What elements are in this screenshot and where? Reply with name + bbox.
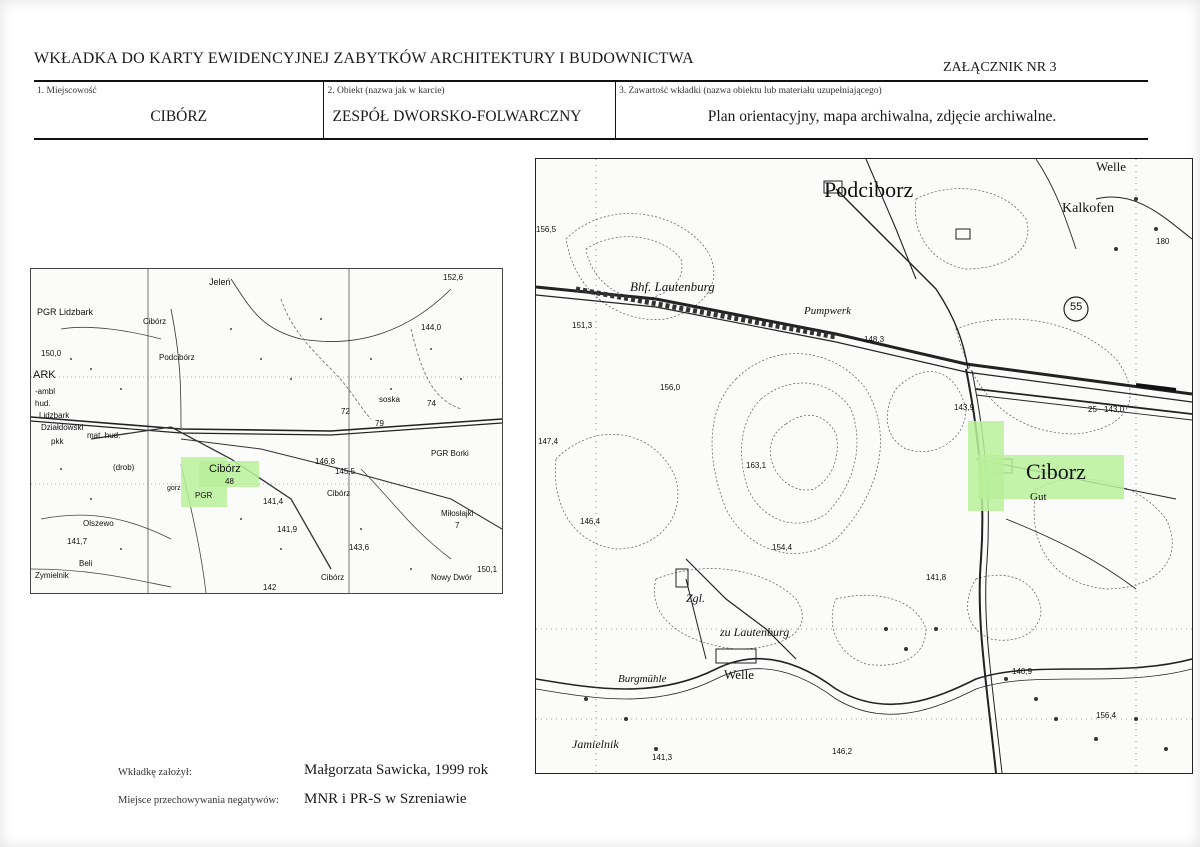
map-label-79: 79 xyxy=(375,419,384,428)
field-object xyxy=(323,82,614,138)
archival-label-ciborz: Ciborz xyxy=(1026,459,1086,484)
map-label-bell: Beli xyxy=(79,559,93,568)
map-label-miloslaski: Miłosłajki xyxy=(441,509,474,518)
map-label-elevation-150-1: 150,1 xyxy=(477,565,498,574)
map-label-elevation-145-5: 145,5 xyxy=(335,467,356,476)
field-locality-value: CIBÓRZ xyxy=(150,108,208,125)
map-label-48: 48 xyxy=(225,477,234,486)
map-label-pgr: PGR xyxy=(195,491,213,500)
archival-label-elevation-180: 180 xyxy=(1156,237,1170,246)
field-contents-label: 3. Zawartość wkładki (nazwa obiektu lub materiału uzupełniającego) xyxy=(618,86,882,96)
archival-label-zgl: Zgl. xyxy=(686,591,706,605)
orientation-map xyxy=(30,268,503,594)
field-contents-value: Plan orientacyjny, mapa archiwalna, zdjęcie archiwalne. xyxy=(707,108,1057,125)
archival-label-road-55: 55 xyxy=(1070,301,1083,313)
archival-label-bhf-lautenburg: Bhf. Lautenburg xyxy=(630,279,715,294)
map-label-72: 72 xyxy=(341,407,350,416)
archival-label-pumpwerk: Pumpwerk xyxy=(804,305,852,317)
archival-label-elevation-156-5: 156,5 xyxy=(536,225,557,234)
founder-label: Wkładkę założył: xyxy=(118,767,192,778)
map-label-elevation-141-7: 141,7 xyxy=(67,537,88,546)
map-label-mabl: -ambl xyxy=(35,387,56,396)
archival-label-elevation-156-0: 156,0 xyxy=(660,383,681,392)
map-label-jelen: Jeleń xyxy=(209,277,231,287)
map-label-pgr-lidzbark: PGR Lidzbark xyxy=(37,307,94,317)
storage-value: MNR i PR-S w Szreniawie xyxy=(304,791,467,807)
map-label-elevation-142: 142 xyxy=(263,583,277,592)
map-label-dzialdowski: Działdowski xyxy=(41,423,84,432)
map-label-elevation-146-8: 146,8 xyxy=(315,457,336,466)
archival-label-elevation-140-9: 140,9 xyxy=(1012,667,1033,676)
archival-label-elevation-154-4: 154,4 xyxy=(772,543,793,552)
field-locality-label: 1. Miejscowość xyxy=(37,86,97,96)
map-label-elevation-152: 152,6 xyxy=(443,273,464,282)
map-label-ciborz: Cibórz xyxy=(209,463,241,475)
map-label-drob: (drob) xyxy=(113,463,135,472)
record-fields-table xyxy=(34,82,1148,140)
archival-label-elevation-156-4: 156,4 xyxy=(1096,711,1117,720)
map-label-ciborz-southeast: Cibórz xyxy=(321,573,345,582)
archival-label-gut: Gut xyxy=(1030,491,1047,503)
archival-map xyxy=(535,158,1193,774)
archival-label-zu-lautenburg: zu Lautenburg xyxy=(720,625,790,639)
map-label-74: 74 xyxy=(427,399,436,408)
map-label-soska: soska xyxy=(379,395,400,404)
archival-label-elevation-147-4: 147,4 xyxy=(538,437,559,446)
map-label-elevation-141-9: 141,9 xyxy=(277,525,298,534)
archival-label-burgmuhle: Burgmühle xyxy=(618,673,667,685)
field-object-label: 2. Obiekt (nazwa jak w karcie) xyxy=(327,86,445,96)
map-label-olszewo: Olszewo xyxy=(83,519,114,528)
annex-number: ZAŁĄCZNIK NR 3 xyxy=(943,60,1057,75)
map-label-elevation-144: 144,0 xyxy=(421,323,442,332)
archival-label-podciborz: Podciborz xyxy=(824,177,914,202)
archival-label-welle-north: Welle xyxy=(1096,159,1126,174)
archival-label-elevation-163-1: 163,1 xyxy=(746,461,767,470)
map-label-ark: ARK xyxy=(33,369,56,381)
map-label-hud: hud. xyxy=(35,399,51,408)
archival-label-elevation-141-8: 141,8 xyxy=(926,573,947,582)
map-label-pgr-borki: PGR Borki xyxy=(431,449,469,458)
map-label-elevation-143-6: 143,6 xyxy=(349,543,370,552)
map-label-ciborz-south: Cibórz xyxy=(327,489,351,498)
field-contents xyxy=(615,82,1148,138)
archival-label-welle-south: Welle xyxy=(724,667,754,682)
map-label-lidzbark: Lidzbark xyxy=(39,411,70,420)
storage-label: Miejsce przechowywania negatywów: xyxy=(118,795,279,806)
map-label-gorz: gorz xyxy=(167,485,181,492)
field-object-value: ZESPÓŁ DWORSKO-FOLWARCZNY xyxy=(332,108,582,125)
archival-label-elevation-143-0: 143,0 xyxy=(1104,405,1125,414)
map-label-ciborz-north: Cibórz xyxy=(143,317,167,326)
archival-label-elevation-146-2: 146,2 xyxy=(832,747,853,756)
founder-value: Małgorzata Sawicka, 1999 rok xyxy=(304,762,489,778)
map-label-nowy-dwor: Nowy Dwór xyxy=(431,573,472,582)
archival-label-elevation-143-9: 143,9 xyxy=(954,403,975,412)
map-label-podciborz: Podcibórz xyxy=(159,353,195,362)
map-label-pkk: pkk xyxy=(51,437,64,446)
archival-label-elevation-148-3: 148,3 xyxy=(864,335,885,344)
map-label-elevation-141-4: 141,4 xyxy=(263,497,284,506)
archival-label-elevation-146-4: 146,4 xyxy=(580,517,601,526)
archival-label-25: 25 xyxy=(1088,405,1097,414)
map-label-7: 7 xyxy=(455,521,460,530)
archival-label-elevation-151-3: 151,3 xyxy=(572,321,593,330)
archival-label-jamielnik: Jamielnik xyxy=(572,737,619,751)
field-locality xyxy=(34,82,323,138)
archival-label-elevation-141-3: 141,3 xyxy=(652,753,673,762)
document-title: WKŁADKA DO KARTY EWIDENCYJNEJ ZABYTKÓW ARCHITEKTURY I BUDOWNICTWA xyxy=(34,50,694,67)
map-label-mat-hud: mat. hud. xyxy=(87,431,121,440)
map-label-elevation-150: 150,0 xyxy=(41,349,62,358)
archival-label-kalkofen: Kalkofen xyxy=(1062,201,1115,216)
map-label-zymielnik: Zymielnik xyxy=(35,571,69,580)
